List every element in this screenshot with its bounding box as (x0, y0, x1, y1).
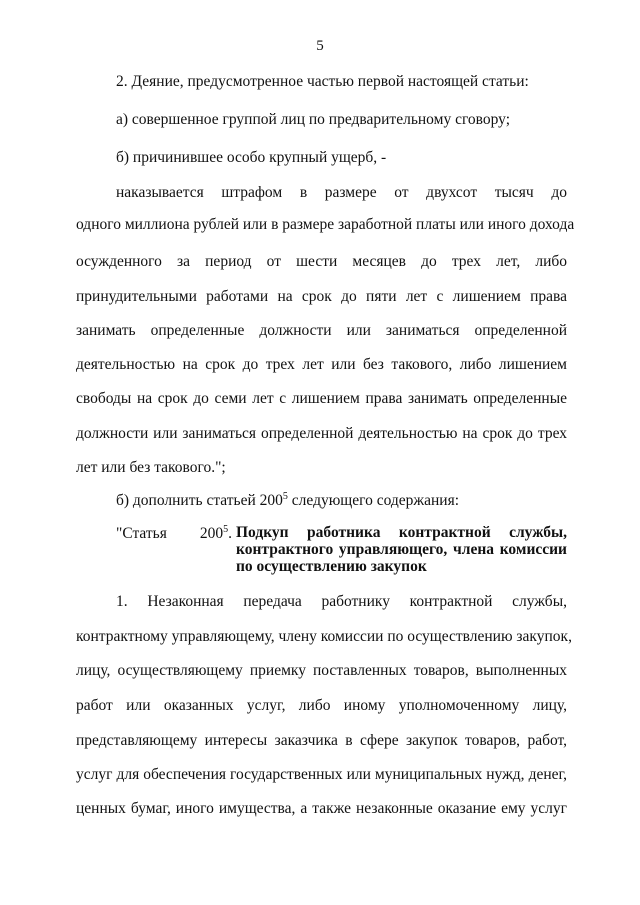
text-line: одного миллиона рублей или в размере заработной платы или иного дохода (76, 216, 575, 233)
text-line: должности или заниматься определенной деятельностью на срок до трех (76, 425, 567, 442)
title-line: Подкуп работника контрактной службы, (236, 524, 567, 541)
article-word: "Статья (116, 525, 167, 542)
article-label (116, 524, 232, 543)
text-line: принудительными работами на срок до пяти лет с лишением права (76, 288, 567, 305)
superscript: 5 (282, 490, 288, 502)
article-number: 200 (199, 525, 224, 542)
text-line: 1. Незаконная передача работнику контрактной службы, (116, 593, 567, 610)
text-line: представляющему интересы заказчика в сфере закупок товаров, работ, (76, 732, 567, 749)
page-number: 5 (316, 38, 324, 54)
article-dot: . (228, 525, 232, 542)
text-prefix: б) дополнить статьей 200 (116, 492, 283, 509)
text-line: осужденного за период от шести месяцев до трех лет, либо (76, 253, 567, 270)
text-line: деятельностью на срок до трех лет или без такового, либо лишением (76, 356, 567, 373)
text-line: услуг для обеспечения государственных или муниципальных нужд, денег, (76, 766, 567, 783)
paragraph-add-article (116, 491, 459, 510)
paragraph-part2-intro: 2. Деяние, предусмотренное частью первой настоящей статьи: (116, 73, 529, 90)
text-line: контрактному управляющему, члену комиссии по осуществлению закупок, (76, 628, 572, 645)
title-line: по осуществлению закупок (236, 558, 427, 575)
text-line: свободы на срок до семи лет с лишением права занимать определенные (76, 390, 567, 407)
paragraph-item-a: а) совершенное группой лиц по предварительному сговору; (116, 111, 511, 128)
text-line: работ или оказанных услуг, либо иному уполномоченному лицу, (76, 697, 567, 714)
article-number-sup: 5 (223, 523, 229, 535)
text-line: занимать определенные должности или заниматься определенной (76, 322, 567, 339)
article-title (236, 524, 567, 575)
paragraph-item-b: б) причинившее особо крупный ущерб, - (116, 149, 387, 166)
text-line: наказывается штрафом в размере от двухсот тысяч до (116, 184, 567, 201)
text-line: лицу, осуществляющему приемку поставленных товаров, выполненных (76, 662, 567, 679)
text-suffix: следующего содержания: (287, 492, 460, 509)
title-line: контрактного управляющего, члена комиссии (236, 541, 567, 558)
text-line: ценных бумаг, иного имущества, а также незаконные оказание ему услуг (76, 800, 567, 817)
text-line: лет или без такового."; (76, 459, 226, 476)
